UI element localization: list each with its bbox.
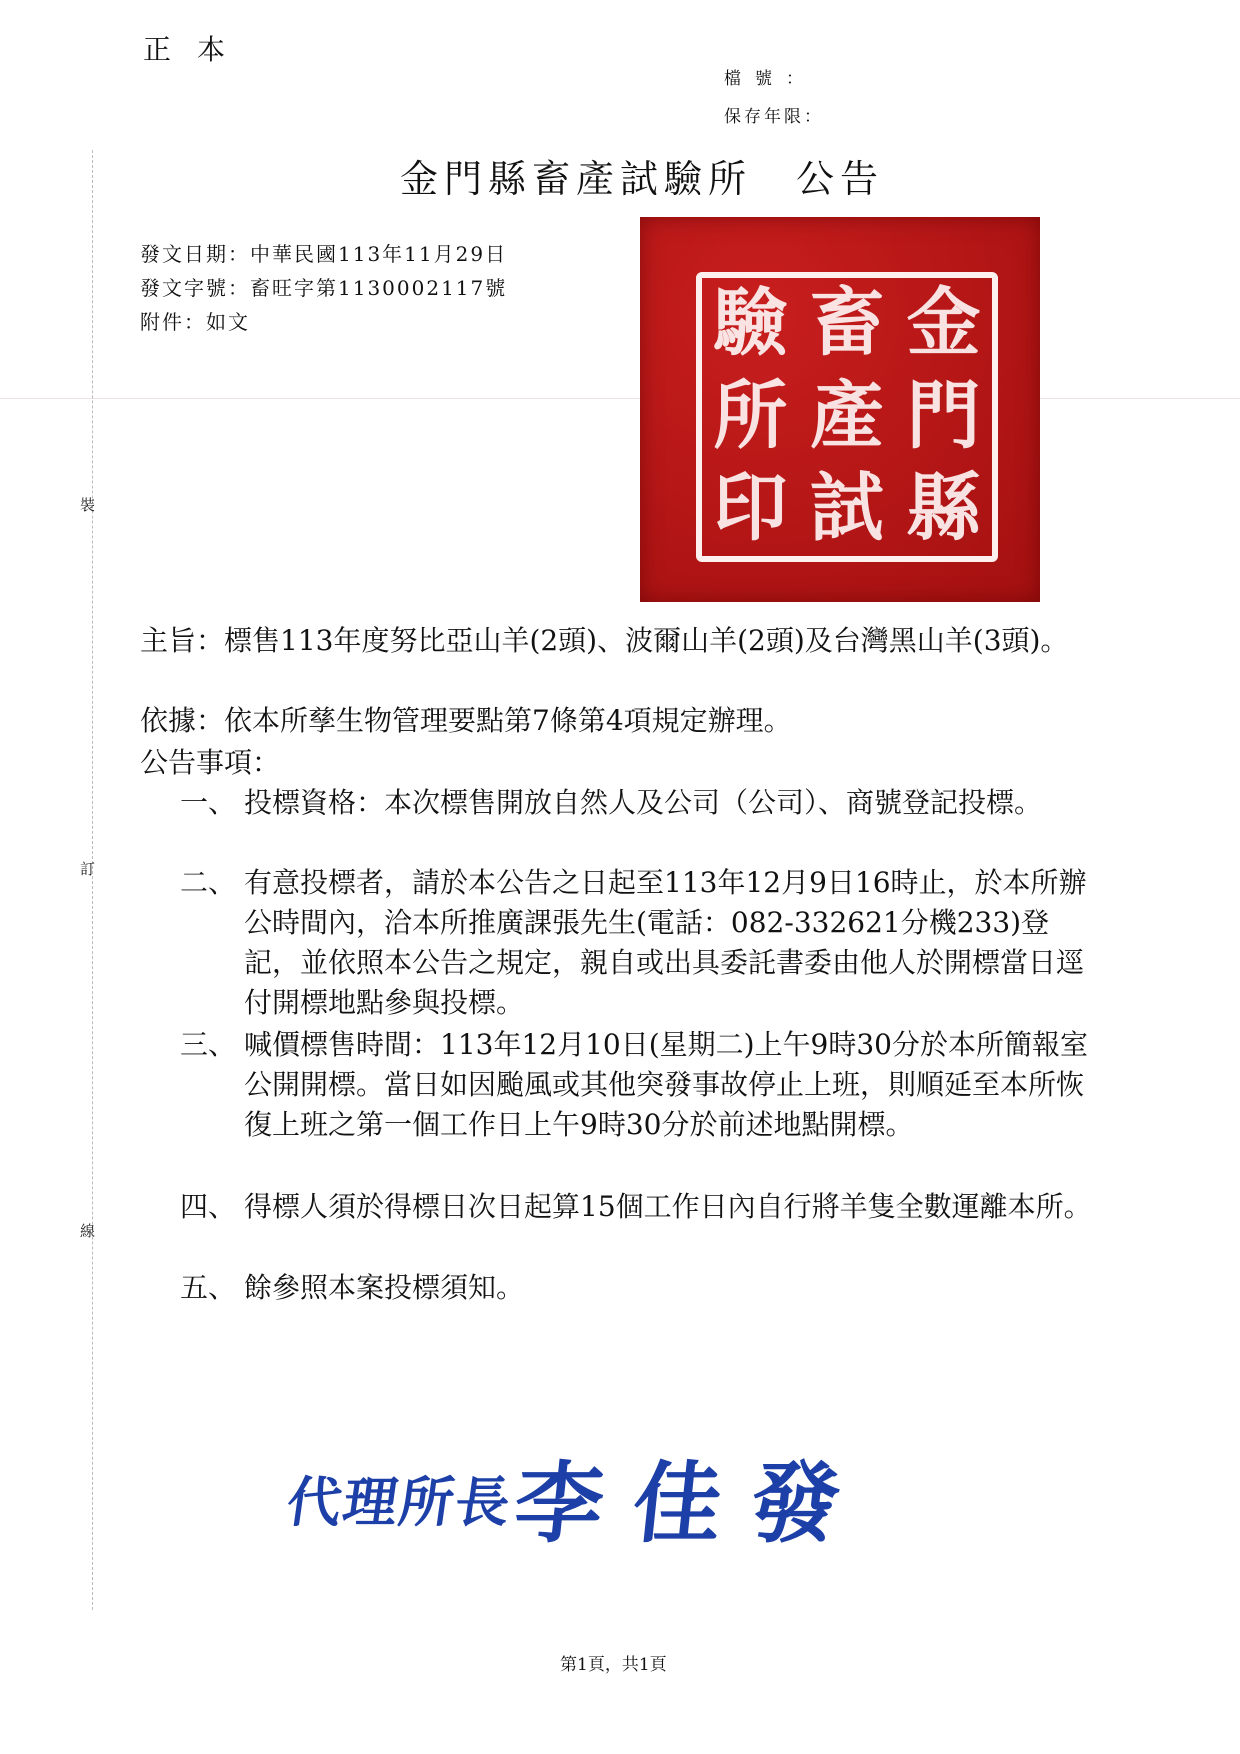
seal-char: 印: [713, 465, 788, 552]
issue-date: 發文日期：中華民國113年11月29日: [140, 242, 508, 266]
item-number: 一、: [180, 786, 237, 819]
page-footer: 第1頁，共1頁: [560, 1655, 667, 1675]
binding-mark-xian: 線: [80, 1222, 96, 1240]
seal-char: 產: [810, 372, 884, 459]
item-number: 三、: [180, 1028, 237, 1061]
official-seal: [640, 217, 1040, 602]
seal-char: 金: [906, 280, 981, 366]
binding-mark-ding: 訂: [80, 860, 96, 878]
scan-rule: [0, 398, 1240, 399]
seal-frame: [696, 272, 998, 562]
item-number: 二、: [180, 866, 237, 899]
items-heading: 公告事項：: [140, 746, 281, 779]
item-text: 餘參照本案投標須知。: [244, 1271, 525, 1304]
item-text: 投標資格：本次標售開放自然人及公司（公司）、商號登記投標。: [244, 786, 1043, 819]
seal-char: 試: [810, 465, 884, 552]
signature-title: 代理所長: [283, 1471, 516, 1534]
binding-mark-zhuang: 裝: [80, 496, 96, 514]
item-text: 有意投標者，請於本公告之日起至113年12月9日16時止，於本所辦公時間內，洽本所推廣課張先生(電話：082-332621分機233)登記，並依照本公告之規定，親自或出具委託書委由他人於開標當日逕付開標地點參與投標。: [244, 866, 1087, 1019]
item-text: 喊價標售時間：113年12月10日(星期二)上午9時30分於本所簡報室公開開標。當日如因颱風或其他突發事故停止上班，則順延至本所恢復上班之第一個工作日上午9時30分於前述地點開標。: [244, 1028, 1088, 1141]
item-text: 得標人須於得標日次日起算15個工作日內自行將羊隻全數運離本所。: [244, 1190, 1092, 1223]
item-number: 四、: [180, 1190, 237, 1223]
binding-line: [92, 150, 93, 1610]
document-title: 金門縣畜產試驗所 公告: [400, 157, 885, 201]
seal-char: 縣: [906, 465, 981, 552]
basis-paragraph: 依據：依本所孳生物管理要點第7條第4項規定辦理。: [140, 704, 792, 737]
item-number: 五、: [180, 1271, 237, 1304]
file-number-label: 檔號：: [724, 69, 817, 89]
subject-paragraph: 主旨：標售113年度努比亞山羊(2頭)、波爾山羊(2頭)及台灣黑山羊(3頭)。: [140, 624, 1069, 657]
issue-number: 發文字號：畜旺字第1130002117號: [140, 276, 508, 300]
seal-char: 驗: [713, 280, 788, 366]
seal-char: 門: [906, 372, 981, 459]
seal-char: 所: [713, 372, 788, 459]
signature-block: [283, 1430, 928, 1555]
attachment-note: 附件：如文: [140, 310, 250, 334]
original-copy-mark: 正本: [143, 33, 252, 66]
seal-char: 畜: [810, 280, 884, 366]
retention-period-label: 保存年限：: [724, 107, 824, 127]
signature-name: 李佳發: [509, 1452, 875, 1555]
